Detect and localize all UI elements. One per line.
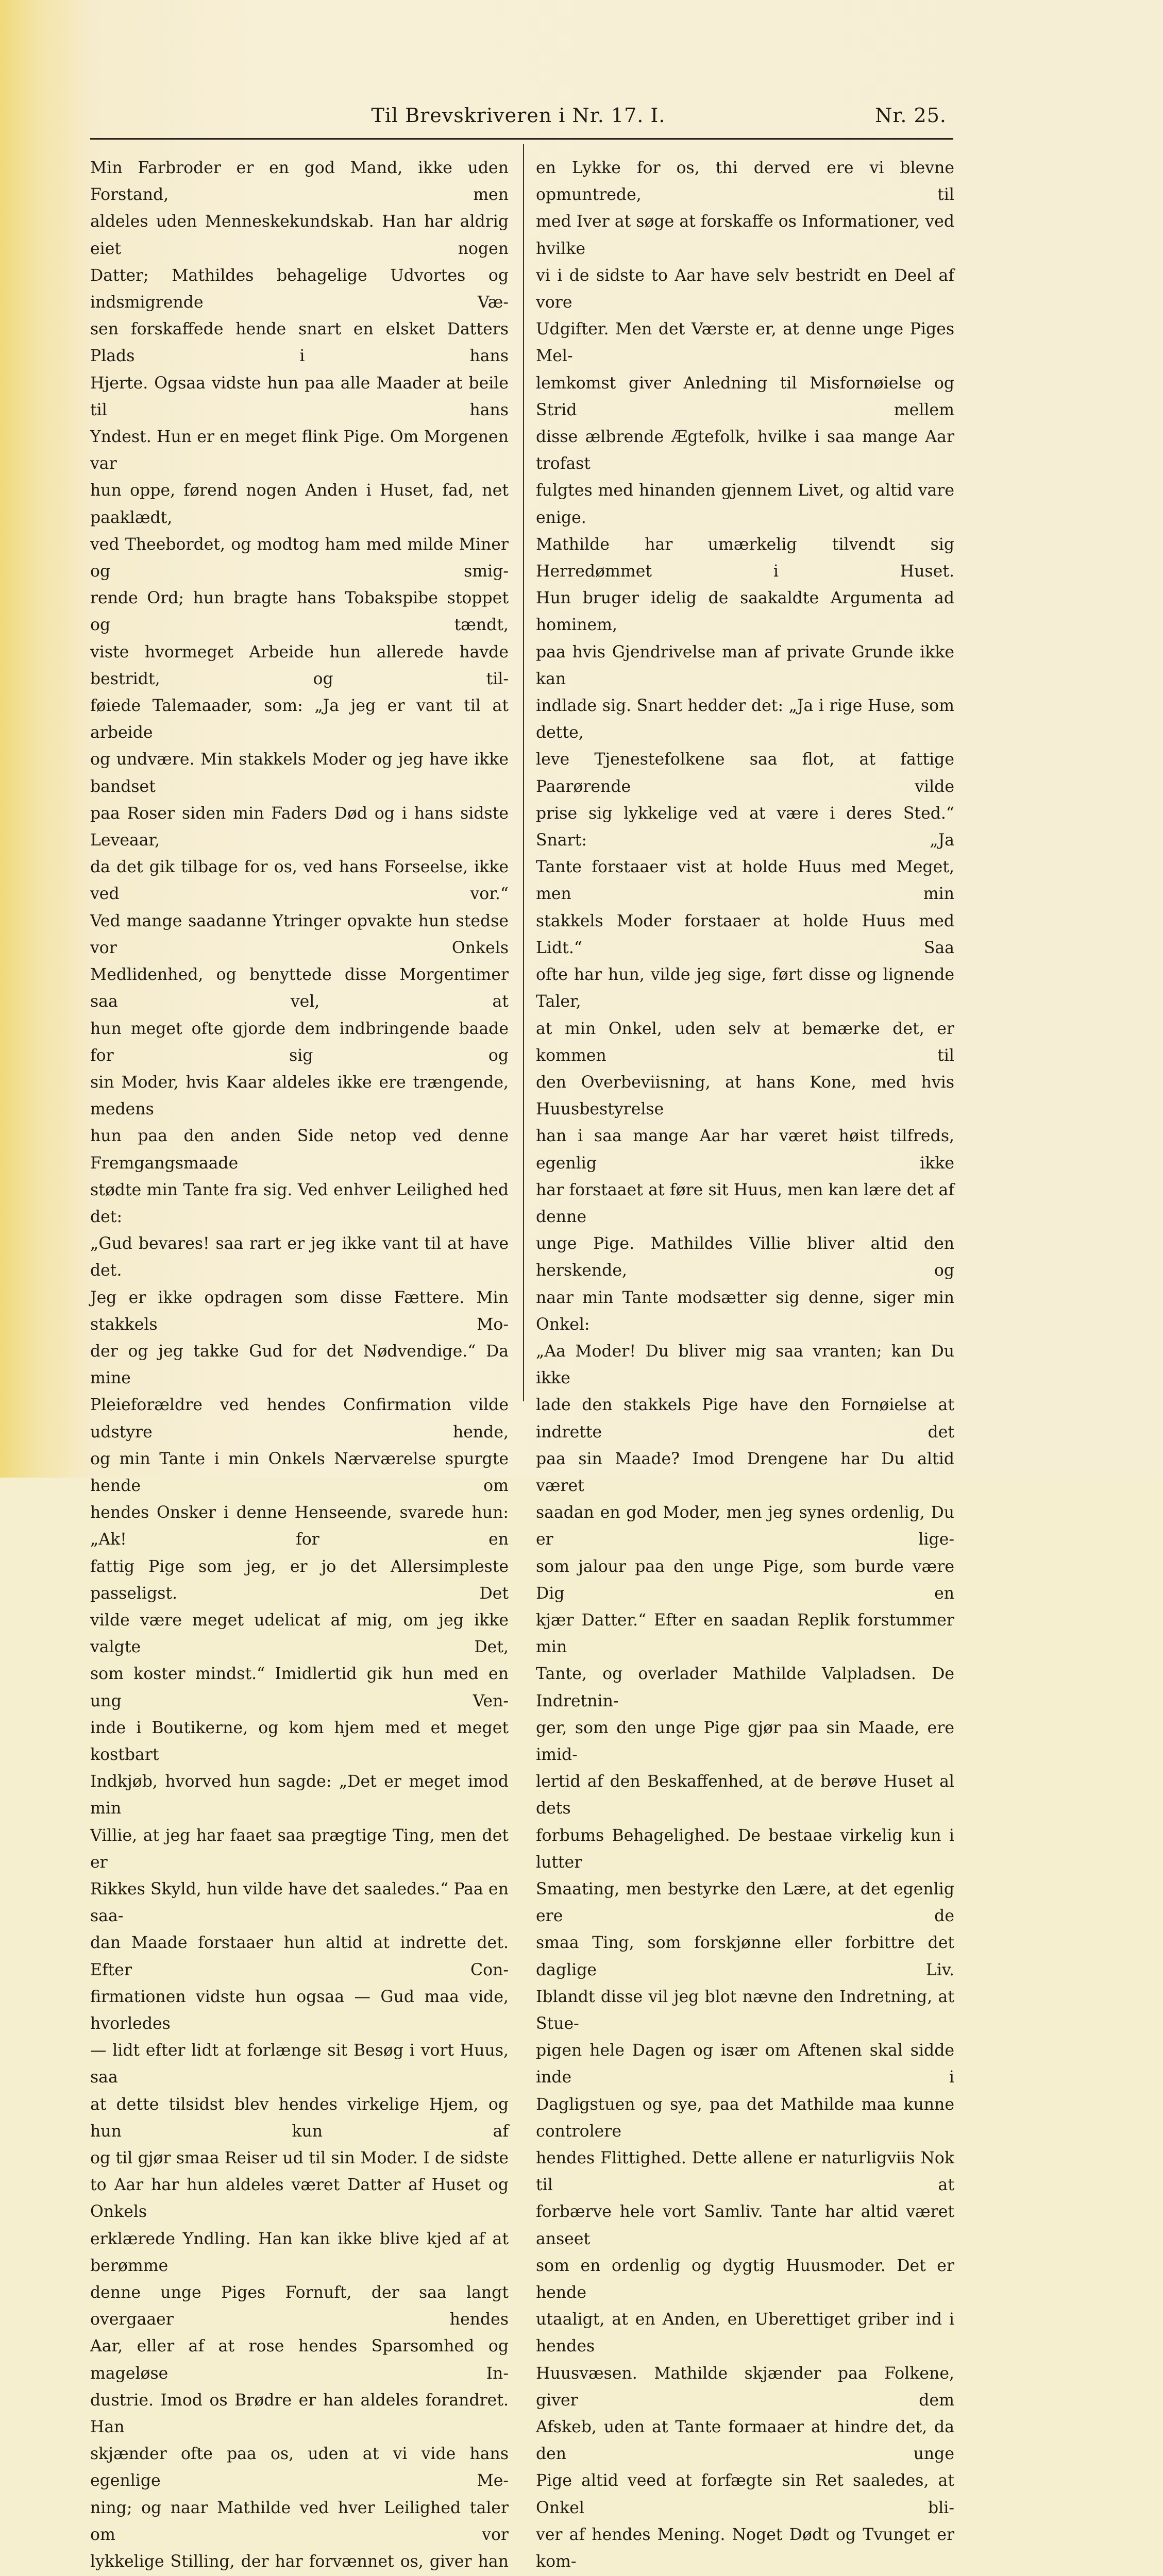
text-line: Pige altid veed at forfægte sin Ret saaledes, at Onkel bli-	[536, 2471, 954, 2517]
text-line: hun paa den anden Side netop ved denne Fremgangsmaade	[90, 1127, 509, 1173]
text-line: stakkels Moder forstaaer at holde Huus med Lidt.“ Saa	[536, 911, 954, 957]
text-line: ofte har hun, vilde jeg sige, ført disse og lignende Taler,	[536, 965, 954, 1011]
text-line: „Gud bevares! saa rart er jeg ikke vant til at have det.	[90, 1234, 509, 1280]
text-line: som koster mindst.“ Imidlertid gik hun med en ung Ven-	[90, 1665, 509, 1710]
text-line: paa hvis Gjendrivelse man af private Grunde ikke kan	[536, 642, 954, 688]
text-line: hun oppe, førend nogen Anden i Huset, fad, net paaklædt,	[90, 481, 509, 527]
issue-number: Nr. 25.	[875, 104, 947, 127]
text-line: vilde være meget udelicat af mig, om jeg ikke valgte Det,	[90, 1611, 509, 1657]
text-line: Villie, at jeg har faaet saa prægtige Ting, men det er	[90, 1826, 509, 1872]
header-rule	[90, 138, 953, 140]
text-line: Pleieforældre ved hendes Confirmation vilde udstyre hende,	[90, 1396, 509, 1442]
text-line: aldeles uden Menneskekundskab. Han har aldrig eiet nogen	[90, 212, 509, 258]
text-line: har forstaaet at føre sit Huus, men kan lære det af denne	[536, 1180, 954, 1226]
text-line: han i saa mange Aar har været høist tilfreds, egenlig ikke	[536, 1127, 954, 1173]
text-line: med Iver at søge at forskaffe os Informationer, ved hvilke	[536, 212, 954, 258]
header-title: Til Brevskriveren i Nr. 17. I.	[371, 104, 666, 127]
text-line: firmationen vidste hun ogsaa — Gud maa vide, hvorledes	[90, 1987, 509, 2033]
text-line: lykkelige Stilling, der har forvænnet os, giver han	[90, 2552, 509, 2571]
text-line: erklærede Yndling. Han kan ikke blive kjed af at berømme	[90, 2229, 509, 2275]
text-line: naar min Tante modsætter sig denne, siger min Onkel:	[536, 1288, 954, 1334]
text-line: denne unge Piges Fornuft, der saa langt overgaaer hendes	[90, 2283, 509, 2329]
text-line: hendes Onsker i denne Henseende, svarede hun: „Ak! for en	[90, 1503, 509, 1549]
text-line: smaa Ting, som forskjønne eller forbittre det daglige Liv.	[536, 1934, 954, 1979]
text-line: fattig Pige som jeg, er jo det Allersimpleste passeligst. Det	[90, 1557, 509, 1603]
text-line: fulgtes med hinanden gjennem Livet, og altid vare enige.	[536, 481, 954, 527]
text-line: forbærve hele vort Samliv. Tante har altid været anseet	[536, 2202, 954, 2248]
text-line: Min Farbroder er en god Mand, ikke uden Forstand, men	[90, 159, 509, 205]
text-line: viste hvormeget Arbeide hun allerede havde bestridt, og til-	[90, 642, 509, 688]
text-line: forbums Behagelighed. De bestaae virkelig kun i lutter	[536, 1826, 954, 1872]
text-line: lemkomst giver Anledning til Misfornøielse og Strid mellem	[536, 374, 954, 419]
text-line: pigen hele Dagen og især om Aftenen skal sidde inde i	[536, 2041, 954, 2087]
text-line: at dette tilsidst blev hendes virkelige Hjem, og hun kun af	[90, 2095, 509, 2141]
text-line: ved Theebordet, og modtog ham med milde Miner og smig-	[90, 535, 509, 581]
text-line: dan Maade forstaaer hun altid at indrette det. Efter Con-	[90, 1934, 509, 1979]
text-line: dustrie. Imod os Brødre er han aldeles forandret. Han	[90, 2391, 509, 2437]
text-line: Aar, eller af at rose hendes Sparsomhed og mageløse In-	[90, 2337, 509, 2383]
text-line: Mathilde har umærkelig tilvendt sig Herredømmet i Huset.	[536, 535, 954, 581]
text-line: føiede Talemaader, som: „Ja jeg er vant til at arbeide	[90, 697, 509, 742]
text-line: Huusvæsen. Mathilde skjænder paa Folkene, giver dem	[536, 2364, 954, 2410]
text-line: utaaligt, at en Anden, en Uberettiget griber ind i hendes	[536, 2310, 954, 2356]
text-line: Jeg er ikke opdragen som disse Fættere. Min stakkels Mo-	[90, 1288, 509, 1334]
text-line: Hjerte. Ogsaa vidste hun paa alle Maader at beile til hans	[90, 374, 509, 419]
text-line: Tante forstaaer vist at holde Huus med Meget, men min	[536, 858, 954, 904]
text-line: saadan en god Moder, men jeg synes ordenlig, Du er lige-	[536, 1503, 954, 1549]
text-line: inde i Boutikerne, og kom hjem med et meget kostbart	[90, 1718, 509, 1764]
text-line: Smaating, men bestyrke den Lære, at det egenlig ere de	[536, 1880, 954, 1926]
text-line: hendes Flittighed. Dette allene er naturligviis Nok til at	[536, 2149, 954, 2195]
text-line: kjær Datter.“ Efter en saadan Replik forstummer min	[536, 1611, 954, 1657]
text-line: som en ordenlig og dygtig Huusmoder. Det er hende	[536, 2256, 954, 2302]
text-line: rende Ord; hun bragte hans Tobakspibe stoppet og tændt,	[90, 589, 509, 635]
text-line: den Overbeviisning, at hans Kone, med hvis Huusbestyrelse	[536, 1073, 954, 1119]
text-line: ver af hendes Mening. Noget Dødt og Tvunget er kom-	[536, 2525, 954, 2571]
text-line: Hun bruger idelig de saakaldte Argumenta ad hominem,	[536, 589, 954, 635]
text-line: lade den stakkels Pige have den Fornøielse at indrette det	[536, 1396, 954, 1442]
text-line: indlade sig. Snart hedder det: „Ja i rige Huse, som dette,	[536, 697, 954, 742]
text-line: som jalour paa den unge Pige, som burde være Dig en	[536, 1557, 954, 1603]
text-line: leve Tjenestefolkene saa flot, at fattige Paarørende vilde	[536, 750, 954, 796]
text-line: lertid af den Beskaffenhed, at de berøve Huset al dets	[536, 1772, 954, 1818]
column-divider	[523, 144, 524, 1401]
text-line: „Aa Moder! Du bliver mig saa vranten; kan Du ikke	[536, 1342, 954, 1388]
text-line: Udgifter. Men det Værste er, at denne unge Piges Mel-	[536, 320, 954, 366]
text-line: Yndest. Hun er en meget flink Pige. Om Morgenen var	[90, 428, 509, 473]
text-line: to Aar har hun aldeles været Datter af Huset og Onkels	[90, 2176, 509, 2222]
text-line: at min Onkel, uden selv at bemærke det, er kommen til	[536, 1019, 954, 1065]
left-column	[90, 155, 509, 2576]
text-line: Datter; Mathildes behagelige Udvortes og indsmigrende Væ-	[90, 266, 509, 312]
text-line: hun meget ofte gjorde dem indbringende baade for sig og	[90, 1019, 509, 1065]
text-line: Indkjøb, hvorved hun sagde: „Det er meget imod min	[90, 1772, 509, 1818]
text-line: paa sin Maade? Imod Drengene har Du altid været	[536, 1449, 954, 1495]
text-line: og min Tante i min Onkels Nærværelse spurgte hende om	[90, 1449, 509, 1495]
text-line: Afskeb, uden at Tante formaaer at hindre det, da den unge	[536, 2418, 954, 2464]
text-line: Dagligstuen og sye, paa det Mathilde maa kunne controlere	[536, 2095, 954, 2141]
text-line: unge Pige. Mathildes Villie bliver altid den herskende, og	[536, 1234, 954, 1280]
text-line: Tante, og overlader Mathilde Valpladsen. De Indretnin-	[536, 1665, 954, 1710]
text-line: ger, som den unge Pige gjør paa sin Maade, ere imid-	[536, 1718, 954, 1764]
text-line: Iblandt disse vil jeg blot nævne den Indretning, at Stue-	[536, 1987, 954, 2033]
text-line: sen forskaffede hende snart en elsket Datters Plads i hans	[90, 320, 509, 366]
text-line: Rikkes Skyld, hun vilde have det saaledes.“ Paa en saa-	[90, 1880, 509, 1926]
text-line: — lidt efter lidt at forlænge sit Besøg i vort Huus, saa	[90, 2041, 509, 2087]
page-header	[90, 98, 947, 139]
text-line: vi i de sidste to Aar have selv bestridt en Deel af vore	[536, 266, 954, 312]
text-line: og undvære. Min stakkels Moder og jeg have ikke bandset	[90, 750, 509, 796]
text-line: skjænder ofte paa os, uden at vi vide hans egenlige Me-	[90, 2445, 509, 2490]
text-line: der og jeg takke Gud for det Nødvendige.“ Da mine	[90, 1342, 509, 1388]
text-line: paa Roser siden min Faders Død og i hans sidste Leveaar,	[90, 804, 509, 850]
text-line: Ved mange saadanne Ytringer opvakte hun stedse vor Onkels	[90, 911, 509, 957]
right-column	[536, 155, 954, 2576]
text-line: ning; og naar Mathilde ved hver Leilighed taler om vor	[90, 2498, 509, 2544]
text-line: prise sig lykkelige ved at være i deres Sted.“ Snart: „Ja	[536, 804, 954, 850]
text-line: disse ælbrende Ægtefolk, hvilke i saa mange Aar trofast	[536, 428, 954, 473]
text-line: da det gik tilbage for os, ved hans Forseelse, ikke ved vor.“	[90, 858, 509, 904]
text-line: Medlidenhed, og benyttede disse Morgentimer saa vel, at	[90, 965, 509, 1011]
text-line: en Lykke for os, thi derved ere vi blevne opmuntrede, til	[536, 159, 954, 205]
text-line: sin Moder, hvis Kaar aldeles ikke ere trængende, medens	[90, 1073, 509, 1119]
text-line: og til gjør smaa Reiser ud til sin Moder. I de sidste	[90, 2149, 509, 2168]
text-line	[536, 2575, 954, 2576]
text-line: stødte min Tante fra sig. Ved enhver Leilighed hed det:	[90, 1180, 509, 1226]
